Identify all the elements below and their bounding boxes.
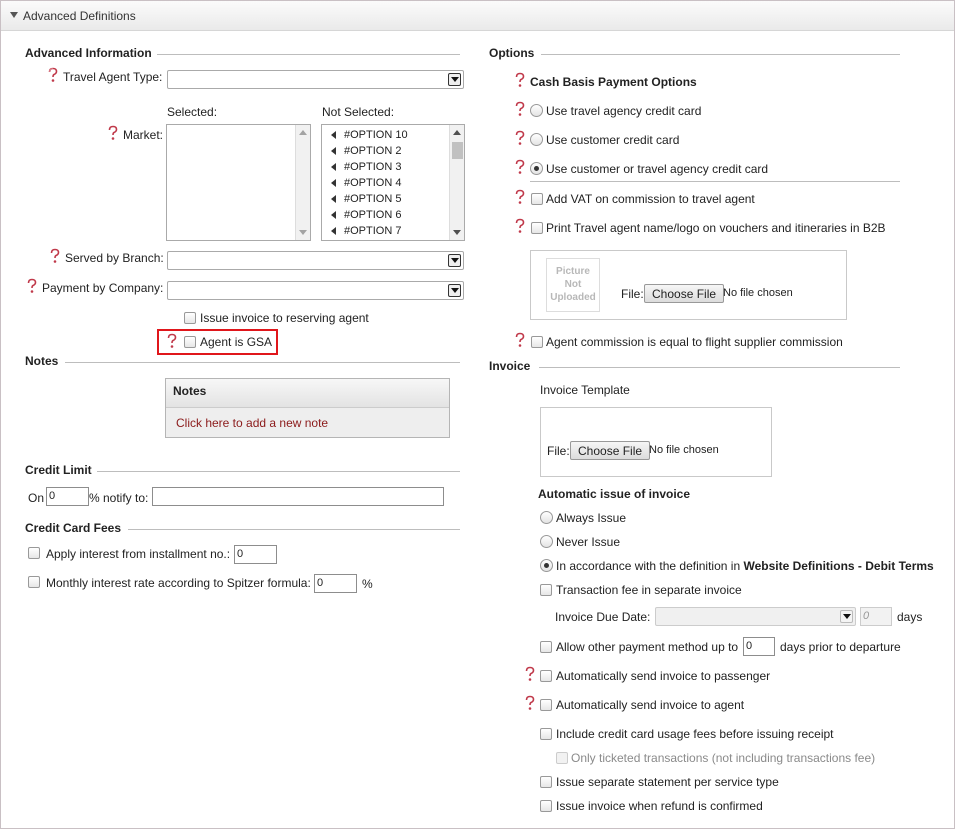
payment-by-company-select[interactable] [167,281,464,300]
section-divider [530,181,900,182]
travel-agency-card-label: Use travel agency credit card [546,104,702,118]
travel-agency-card-radio[interactable] [530,104,543,117]
agent-commission-label: Agent commission is equal to flight supplier commission [546,335,843,349]
add-vat-label: Add VAT on commission to travel agent [546,192,755,206]
section-title-credit-card-fees: Credit Card Fees [25,521,122,535]
served-by-branch-label: Served by Branch: [65,251,164,265]
invoice-due-date-select[interactable] [655,607,856,626]
auto-issue-title: Automatic issue of invoice [538,487,691,501]
file-label: File: [547,444,570,458]
chevron-down-icon[interactable] [448,73,461,86]
scroll-up-icon[interactable] [453,130,461,135]
apply-interest-checkbox[interactable] [28,547,40,559]
section-title-advanced-information: Advanced Information [25,46,152,60]
chevron-down-icon[interactable] [448,284,461,297]
chevron-down-icon[interactable] [448,254,461,267]
help-icon[interactable] [107,125,119,141]
help-icon[interactable] [514,72,526,88]
send-passenger-label: Automatically send invoice to passenger [556,669,771,683]
help-icon[interactable] [514,159,526,175]
notify-to-label: % notify to: [89,491,149,505]
issue-invoice-label: Issue invoice to reserving agent [200,311,369,325]
due-days-input[interactable]: 0 [860,607,892,626]
section-title-notes: Notes [25,354,59,368]
section-divider [539,367,900,368]
market-selected-list[interactable] [166,124,311,241]
payment-by-company-label: Payment by Company: [42,281,164,295]
send-agent-checkbox[interactable] [540,699,552,711]
travel-agent-type-select[interactable] [167,70,464,89]
picture-placeholder [546,258,600,312]
credit-on-label: On [28,491,45,505]
help-icon[interactable] [26,278,38,294]
credit-limit-input[interactable]: 0 [46,487,89,506]
customer-card-radio[interactable] [530,133,543,146]
help-icon[interactable] [514,130,526,146]
scroll-thumb[interactable] [452,142,463,159]
collapse-triangle-icon[interactable] [10,12,18,18]
cash-basis-title: Cash Basis Payment Options [530,75,697,89]
accordance-radio[interactable] [540,559,553,572]
allow-other-payment-label: Allow other payment method up to [556,640,739,654]
served-by-branch-select[interactable] [167,251,464,270]
file-label: File: [621,287,644,301]
scroll-down-icon[interactable] [299,230,307,235]
section-title-credit-limit: Credit Limit [25,463,92,477]
picture-placeholder-line: Not [564,279,582,290]
customer-card-label: Use customer credit card [546,133,680,147]
days-label: days [897,610,923,624]
travel-agent-type-label: Travel Agent Type: [63,70,163,84]
panel-title: Advanced Definitions [23,9,136,23]
not-selected-label: Not Selected: [322,105,395,119]
always-issue-label: Always Issue [556,511,627,525]
list-item[interactable]: #OPTION 6 [322,207,464,223]
agent-commission-checkbox[interactable] [531,336,543,348]
market-label: Market: [123,128,164,142]
section-title-options: Options [489,46,535,60]
transaction-fee-checkbox[interactable] [540,584,552,596]
list-item[interactable]: #OPTION 5 [322,191,464,207]
list-item[interactable]: #OPTION 2 [322,143,464,159]
accordance-prefix: In accordance with the definition in [556,559,744,573]
add-note-link[interactable]: Click here to add a new note [176,416,329,430]
notes-header-label: Notes [173,384,207,398]
section-divider [97,471,460,472]
agent-gsa-label: Agent is GSA [200,335,273,349]
no-file-chosen-label: No file chosen [649,444,719,456]
picture-placeholder-line: Picture [556,266,590,277]
scrollbar[interactable] [295,125,310,240]
always-issue-radio[interactable] [540,511,553,524]
add-vat-checkbox[interactable] [531,193,543,205]
section-title-invoice: Invoice [489,359,531,373]
notify-email-input[interactable] [152,487,444,506]
refund-confirmed-checkbox[interactable] [540,800,552,812]
choose-file-button[interactable]: Choose File [644,284,724,303]
installment-input[interactable]: 0 [234,545,277,564]
section-divider [157,54,460,55]
refund-confirmed-label: Issue invoice when refund is confirmed [556,799,763,813]
allow-other-days-input[interactable]: 0 [743,637,775,656]
send-agent-label: Automatically send invoice to agent [556,698,745,712]
separate-statement-checkbox[interactable] [540,776,552,788]
never-issue-radio[interactable] [540,535,553,548]
list-item[interactable]: #OPTION 10 [322,127,464,143]
include-fees-label: Include credit card usage fees before issuing receipt [556,727,834,741]
transaction-fee-label: Transaction fee in separate invoice [556,583,742,597]
list-item[interactable]: #OPTION 4 [322,175,464,191]
invoice-due-date-label: Invoice Due Date: [555,610,651,624]
apply-interest-label: Apply interest from installment no.: [46,547,231,561]
chevron-down-icon[interactable] [840,610,853,623]
scrollbar[interactable] [449,125,464,240]
list-item[interactable]: #OPTION 3 [322,159,464,175]
help-icon[interactable] [514,218,526,234]
debit-terms-link: Website Definitions - Debit Terms [743,559,934,573]
issue-invoice-checkbox[interactable] [184,312,196,324]
section-divider [128,529,460,530]
print-agent-logo-checkbox[interactable] [531,222,543,234]
help-icon[interactable] [514,332,526,348]
scroll-down-icon[interactable] [453,230,461,235]
invoice-template-box [540,407,772,477]
percent-label: % [362,577,373,591]
agent-gsa-checkbox[interactable] [184,336,196,348]
separate-statement-label: Issue separate statement per service type [556,775,779,789]
help-icon[interactable] [524,695,536,711]
market-not-selected-list[interactable] [321,124,465,241]
logo-upload-box [530,250,847,320]
no-file-chosen-label: No file chosen [723,287,793,299]
list-item[interactable]: #OPTION 7 [322,223,464,239]
help-icon[interactable] [47,67,59,83]
help-icon[interactable] [524,666,536,682]
section-divider [65,362,460,363]
notes-panel [165,378,450,438]
picture-placeholder-line: Uploaded [550,292,596,303]
include-fees-checkbox[interactable] [540,728,552,740]
customer-or-agency-radio[interactable] [530,162,543,175]
choose-file-button[interactable]: Choose File [570,441,650,460]
customer-or-agency-label: Use customer or travel agency credit card [546,162,769,176]
help-icon[interactable] [514,189,526,205]
section-divider [541,54,900,55]
help-icon[interactable] [166,333,178,349]
allow-other-payment-checkbox[interactable] [540,641,552,653]
notes-panel-header [166,379,449,408]
scroll-up-icon[interactable] [299,130,307,135]
days-prior-label: days prior to departure [780,640,901,654]
accordance-label [556,559,934,573]
advanced-definitions-header[interactable] [1,1,954,31]
monthly-interest-label: Monthly interest rate according to Spitzer formula: [46,576,311,590]
never-issue-label: Never Issue [556,535,621,549]
selected-label: Selected: [167,105,218,119]
help-icon[interactable] [49,248,61,264]
invoice-template-label: Invoice Template [540,383,630,397]
monthly-interest-checkbox[interactable] [28,576,40,588]
only-ticketed-label: Only ticketed transactions (not including transactions fee) [571,751,876,765]
monthly-rate-input[interactable]: 0 [314,574,357,593]
only-ticketed-checkbox[interactable] [556,752,568,764]
print-agent-logo-label: Print Travel agent name/logo on vouchers and itineraries in B2B [546,221,886,235]
help-icon[interactable] [514,101,526,117]
send-passenger-checkbox[interactable] [540,670,552,682]
